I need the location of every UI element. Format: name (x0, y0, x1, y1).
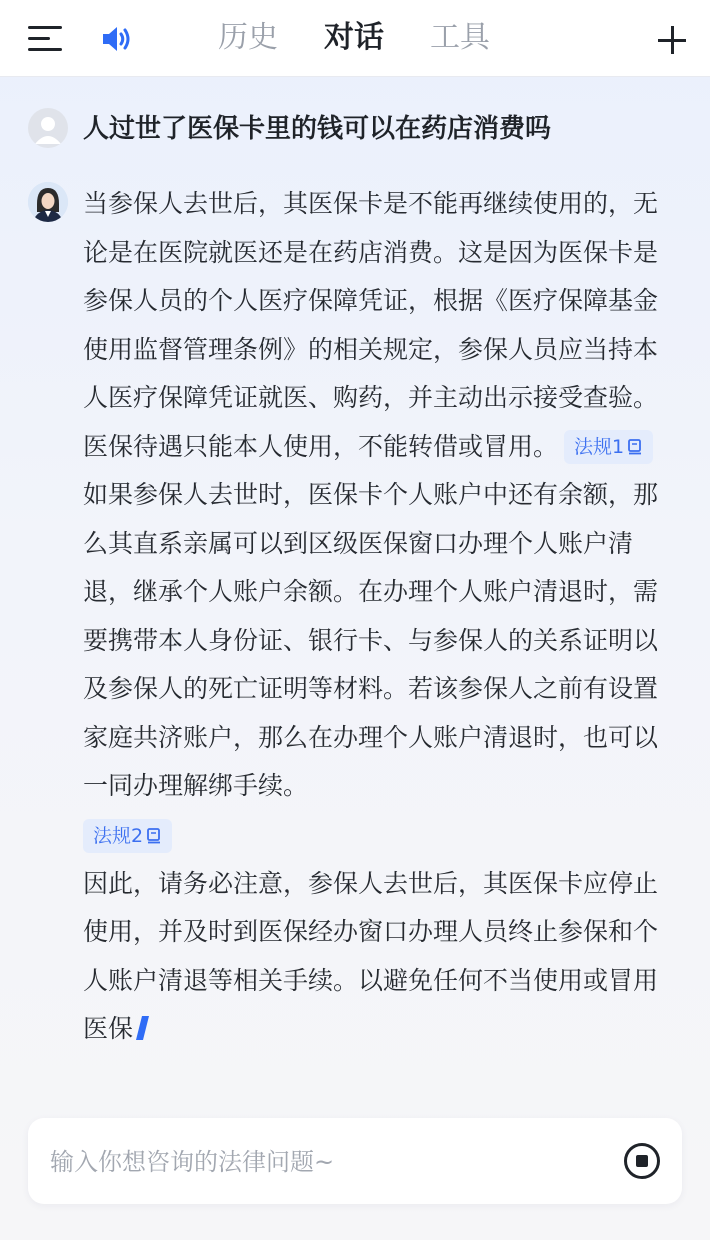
speaker-icon[interactable] (100, 22, 136, 56)
stop-button[interactable] (622, 1141, 662, 1181)
typing-cursor (136, 1016, 149, 1040)
law-reference-1[interactable] (564, 430, 653, 464)
input-bar (28, 1118, 682, 1204)
tab-tools[interactable]: 工具 (430, 20, 490, 55)
answer-paragraph-2 (83, 471, 673, 811)
answer-paragraph-1 (83, 180, 673, 471)
answer-text-3: 因此，请务必注意，参保人去世后，其医保卡应停止使用，并及时到医保经办窗口办理人员终止参保和个人账户清退等相关手续。以避免任何不当使用或冒用医保 (83, 868, 659, 1043)
law-reference-label: 法规1 (574, 435, 625, 458)
answer-paragraph-3 (83, 860, 673, 1054)
law-reference-label: 法规2 (93, 824, 144, 847)
menu-icon[interactable] (28, 24, 62, 54)
question-input[interactable] (48, 1138, 592, 1186)
stop-icon (622, 1141, 662, 1181)
plus-icon[interactable] (656, 24, 688, 56)
answer-text-2: 如果参保人去世时，医保卡个人账户中还有余额，那么其直系亲属可以到区级医保窗口办理个人账户清退，继承个人账户余额。在办理个人账户清退时，需要携带本人身份证、银行卡、与参保人的关系证明以及参保人的死亡证明等材料。若该参保人之前有设置家庭共济账户，那么在办理个人账户清退时，也可以一同办理解绑手续。 (83, 480, 659, 800)
user-avatar (28, 108, 68, 148)
user-question: 人过世了医保卡里的钱可以在药店消费吗 (83, 114, 552, 144)
tab-chat[interactable]: 对话 (324, 20, 384, 55)
tab-history[interactable]: 历史 (218, 20, 278, 55)
book-icon (145, 827, 163, 845)
book-icon (626, 438, 644, 456)
law-reference-2[interactable] (83, 819, 172, 853)
assistant-avatar (28, 182, 68, 222)
answer-text-1: 当参保人去世后，其医保卡是不能再继续使用的，无论是在医院就医还是在药店消费。这是因为医保卡是参保人员的个人医疗保障凭证，根据《医疗保障基金使用监督管理条例》的相关规定，参保人员应当持本人医疗保障凭证就医、购药，并主动出示接受查验。医保待遇只能本人使用，不能转借或冒用。 (83, 189, 659, 461)
assistant-answer (83, 180, 673, 1054)
top-bar (0, 0, 710, 77)
